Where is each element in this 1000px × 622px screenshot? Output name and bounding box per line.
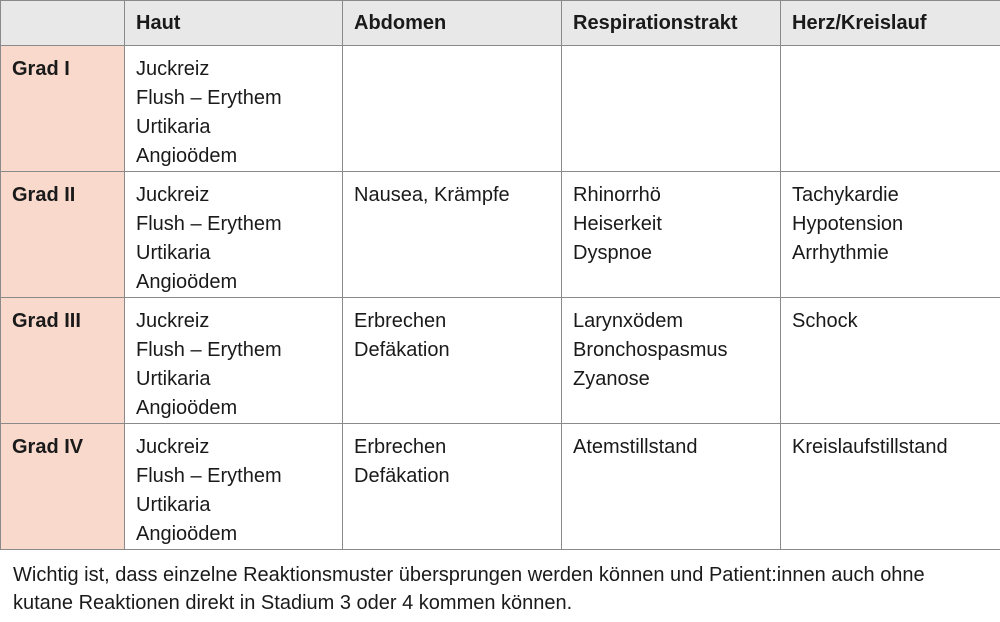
symptom: Juckreiz [136, 58, 210, 80]
table-row-grad-3 [1, 298, 1000, 424]
symptom: Zyanose [573, 368, 650, 390]
symptom: Angioödem [136, 523, 238, 545]
symptom: Hypotension [792, 213, 904, 235]
symptom: Arrhythmie [792, 242, 889, 264]
symptom: Juckreiz [136, 436, 210, 458]
abdomen-cell [343, 424, 562, 550]
haut-cell [125, 424, 343, 550]
symptom: Flush – Erythem [136, 87, 282, 109]
symptom: Urtikaria [136, 494, 211, 516]
symptom: Flush – Erythem [136, 465, 282, 487]
table-row-grad-1 [1, 46, 1000, 172]
symptom: Defäkation [354, 465, 450, 487]
grade-label-cell [1, 172, 125, 298]
symptom: Atemstillstand [573, 436, 698, 458]
symptom: Angioödem [136, 271, 238, 293]
grade-label: Grad II [12, 184, 76, 206]
symptom: Angioödem [136, 397, 238, 419]
symptom: Juckreiz [136, 310, 210, 332]
symptom: Erbrechen [354, 436, 447, 458]
footnote-line-2: kutane Reaktionen direkt in Stadium 3 oder 4 kommen können. [13, 592, 573, 614]
symptom: Urtikaria [136, 368, 211, 390]
symptom: Juckreiz [136, 184, 210, 206]
footnote [13, 561, 988, 617]
abdomen-cell [343, 172, 562, 298]
grade-label-cell [1, 298, 125, 424]
symptom: Urtikaria [136, 242, 211, 264]
symptom: Schock [792, 310, 858, 332]
respiration-cell [562, 46, 781, 172]
respiration-cell [562, 172, 781, 298]
header-herz-kreislauf: Herz/Kreislauf [781, 1, 1000, 46]
symptom: Flush – Erythem [136, 339, 282, 361]
header-corner [1, 1, 125, 46]
herz-cell [781, 298, 1000, 424]
table-row-grad-2 [1, 172, 1000, 298]
respiration-cell [562, 298, 781, 424]
abdomen-cell [343, 46, 562, 172]
header-respirationstrakt: Respirationstrakt [562, 1, 781, 46]
footnote-line-1: Wichtig ist, dass einzelne Reaktionsmuster übersprungen werden können und Patient:innen auch ohne [13, 564, 925, 586]
haut-cell [125, 172, 343, 298]
grade-label: Grad I [12, 58, 70, 80]
symptom: Defäkation [354, 339, 450, 361]
grade-label: Grad III [12, 310, 81, 332]
haut-cell [125, 46, 343, 172]
herz-cell [781, 424, 1000, 550]
table-row-grad-4 [1, 424, 1000, 550]
symptom: Erbrechen [354, 310, 447, 332]
haut-cell [125, 298, 343, 424]
header-haut: Haut [125, 1, 343, 46]
symptom: Urtikaria [136, 116, 211, 138]
symptom: Nausea, Krämpfe [354, 184, 510, 206]
grade-label: Grad IV [12, 436, 84, 458]
respiration-cell [562, 424, 781, 550]
symptom: Flush – Erythem [136, 213, 282, 235]
symptom: Rhinorrhö [573, 184, 661, 206]
herz-cell [781, 172, 1000, 298]
symptom: Dyspnoe [573, 242, 652, 264]
herz-cell [781, 46, 1000, 172]
symptom: Larynxödem [573, 310, 684, 332]
symptom: Tachykardie [792, 184, 899, 206]
header-abdomen: Abdomen [343, 1, 562, 46]
symptom: Bronchospasmus [573, 339, 728, 361]
abdomen-cell [343, 298, 562, 424]
grade-label-cell [1, 46, 125, 172]
symptom: Heiserkeit [573, 213, 662, 235]
grade-label-cell [1, 424, 125, 550]
symptom: Angioödem [136, 145, 238, 167]
table-header-row [1, 1, 1000, 46]
symptom: Kreislaufstillstand [792, 436, 948, 458]
